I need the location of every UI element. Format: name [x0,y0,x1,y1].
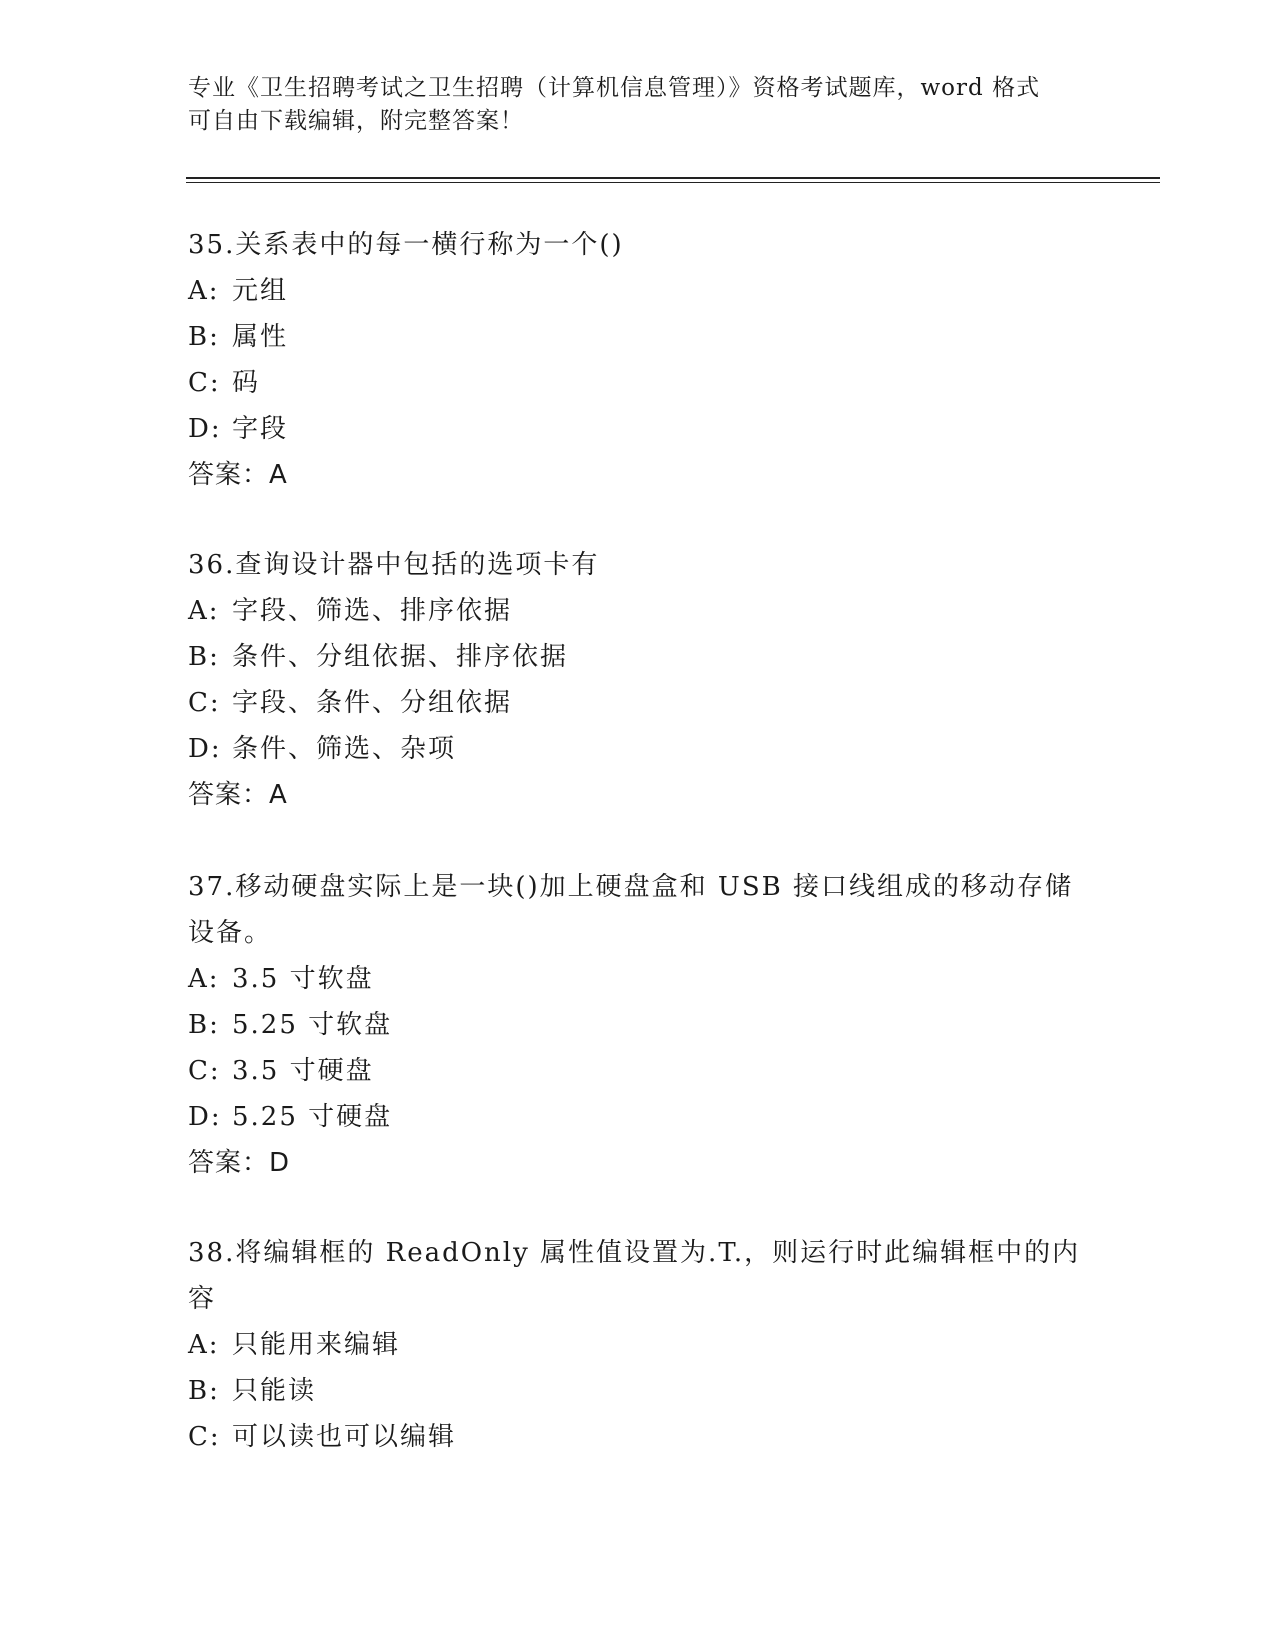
option-d [188,406,1088,452]
answer: 答案：A [188,780,288,810]
option-key: D: [188,1102,222,1132]
header-line-1: 专业《卫生招聘考试之卫生招聘（计算机信息管理）》资格考试题库，word 格式 [188,75,1041,101]
option-key: B: [188,642,220,672]
question-37 [188,864,1088,1186]
option-c [188,680,1088,726]
option-text: 字段 [232,414,289,444]
question-38 [188,1230,1088,1460]
question-text: 35.关系表中的每一横行称为一个() [188,230,624,260]
option-a [188,1322,1088,1368]
option-b [188,314,1088,360]
question-text-continued: 容 [188,1284,217,1314]
option-c [188,1048,1088,1094]
option-key: B: [188,322,220,352]
option-a [188,268,1088,314]
question-36 [188,542,1088,818]
option-d [188,726,1088,772]
document-header [188,72,1068,138]
option-text: 字段、条件、分组依据 [232,688,513,718]
option-text: 可以读也可以编辑 [232,1422,457,1452]
option-b [188,634,1088,680]
question-text-continued: 设备。 [188,918,273,948]
header-divider [186,177,1160,183]
option-text: 5.25 寸软盘 [232,1010,393,1040]
option-a [188,956,1088,1002]
option-key: B: [188,1010,220,1040]
question-text: 37.移动硬盘实际上是一块()加上硬盘盒和 USB 接口线组成的移动存储 [188,872,1073,902]
answer: 答案：A [188,460,288,490]
option-key: B: [188,1376,220,1406]
option-key: C: [188,688,221,718]
question-text: 38.将编辑框的 ReadOnly 属性值设置为.T.，则运行时此编辑框中的内 [188,1238,1081,1268]
option-a [188,588,1088,634]
option-key: A: [188,1330,220,1360]
option-text: 字段、筛选、排序依据 [232,596,513,626]
option-b [188,1368,1088,1414]
option-text: 5.25 寸硬盘 [232,1102,393,1132]
question-35 [188,222,1088,498]
option-key: A: [188,964,220,994]
option-key: C: [188,368,221,398]
option-text: 元组 [232,276,289,306]
option-text: 只能用来编辑 [232,1330,401,1360]
option-d [188,1094,1088,1140]
option-text: 条件、筛选、杂项 [232,734,457,764]
option-text: 属性 [232,322,289,352]
option-key: C: [188,1422,221,1452]
option-c [188,1414,1088,1460]
answer: 答案：D [188,1148,291,1178]
option-key: C: [188,1056,221,1086]
option-b [188,1002,1088,1048]
question-text: 36.查询设计器中包括的选项卡有 [188,550,600,580]
option-text: 码 [232,368,261,398]
option-key: D: [188,734,222,764]
option-text: 3.5 寸硬盘 [232,1056,374,1086]
option-key: A: [188,276,220,306]
option-c [188,360,1088,406]
option-text: 只能读 [232,1376,317,1406]
option-text: 3.5 寸软盘 [232,964,374,994]
option-key: A: [188,596,220,626]
header-line-2: 可自由下载编辑，附完整答案！ [188,108,524,134]
option-text: 条件、分组依据、排序依据 [232,642,569,672]
option-key: D: [188,414,222,444]
